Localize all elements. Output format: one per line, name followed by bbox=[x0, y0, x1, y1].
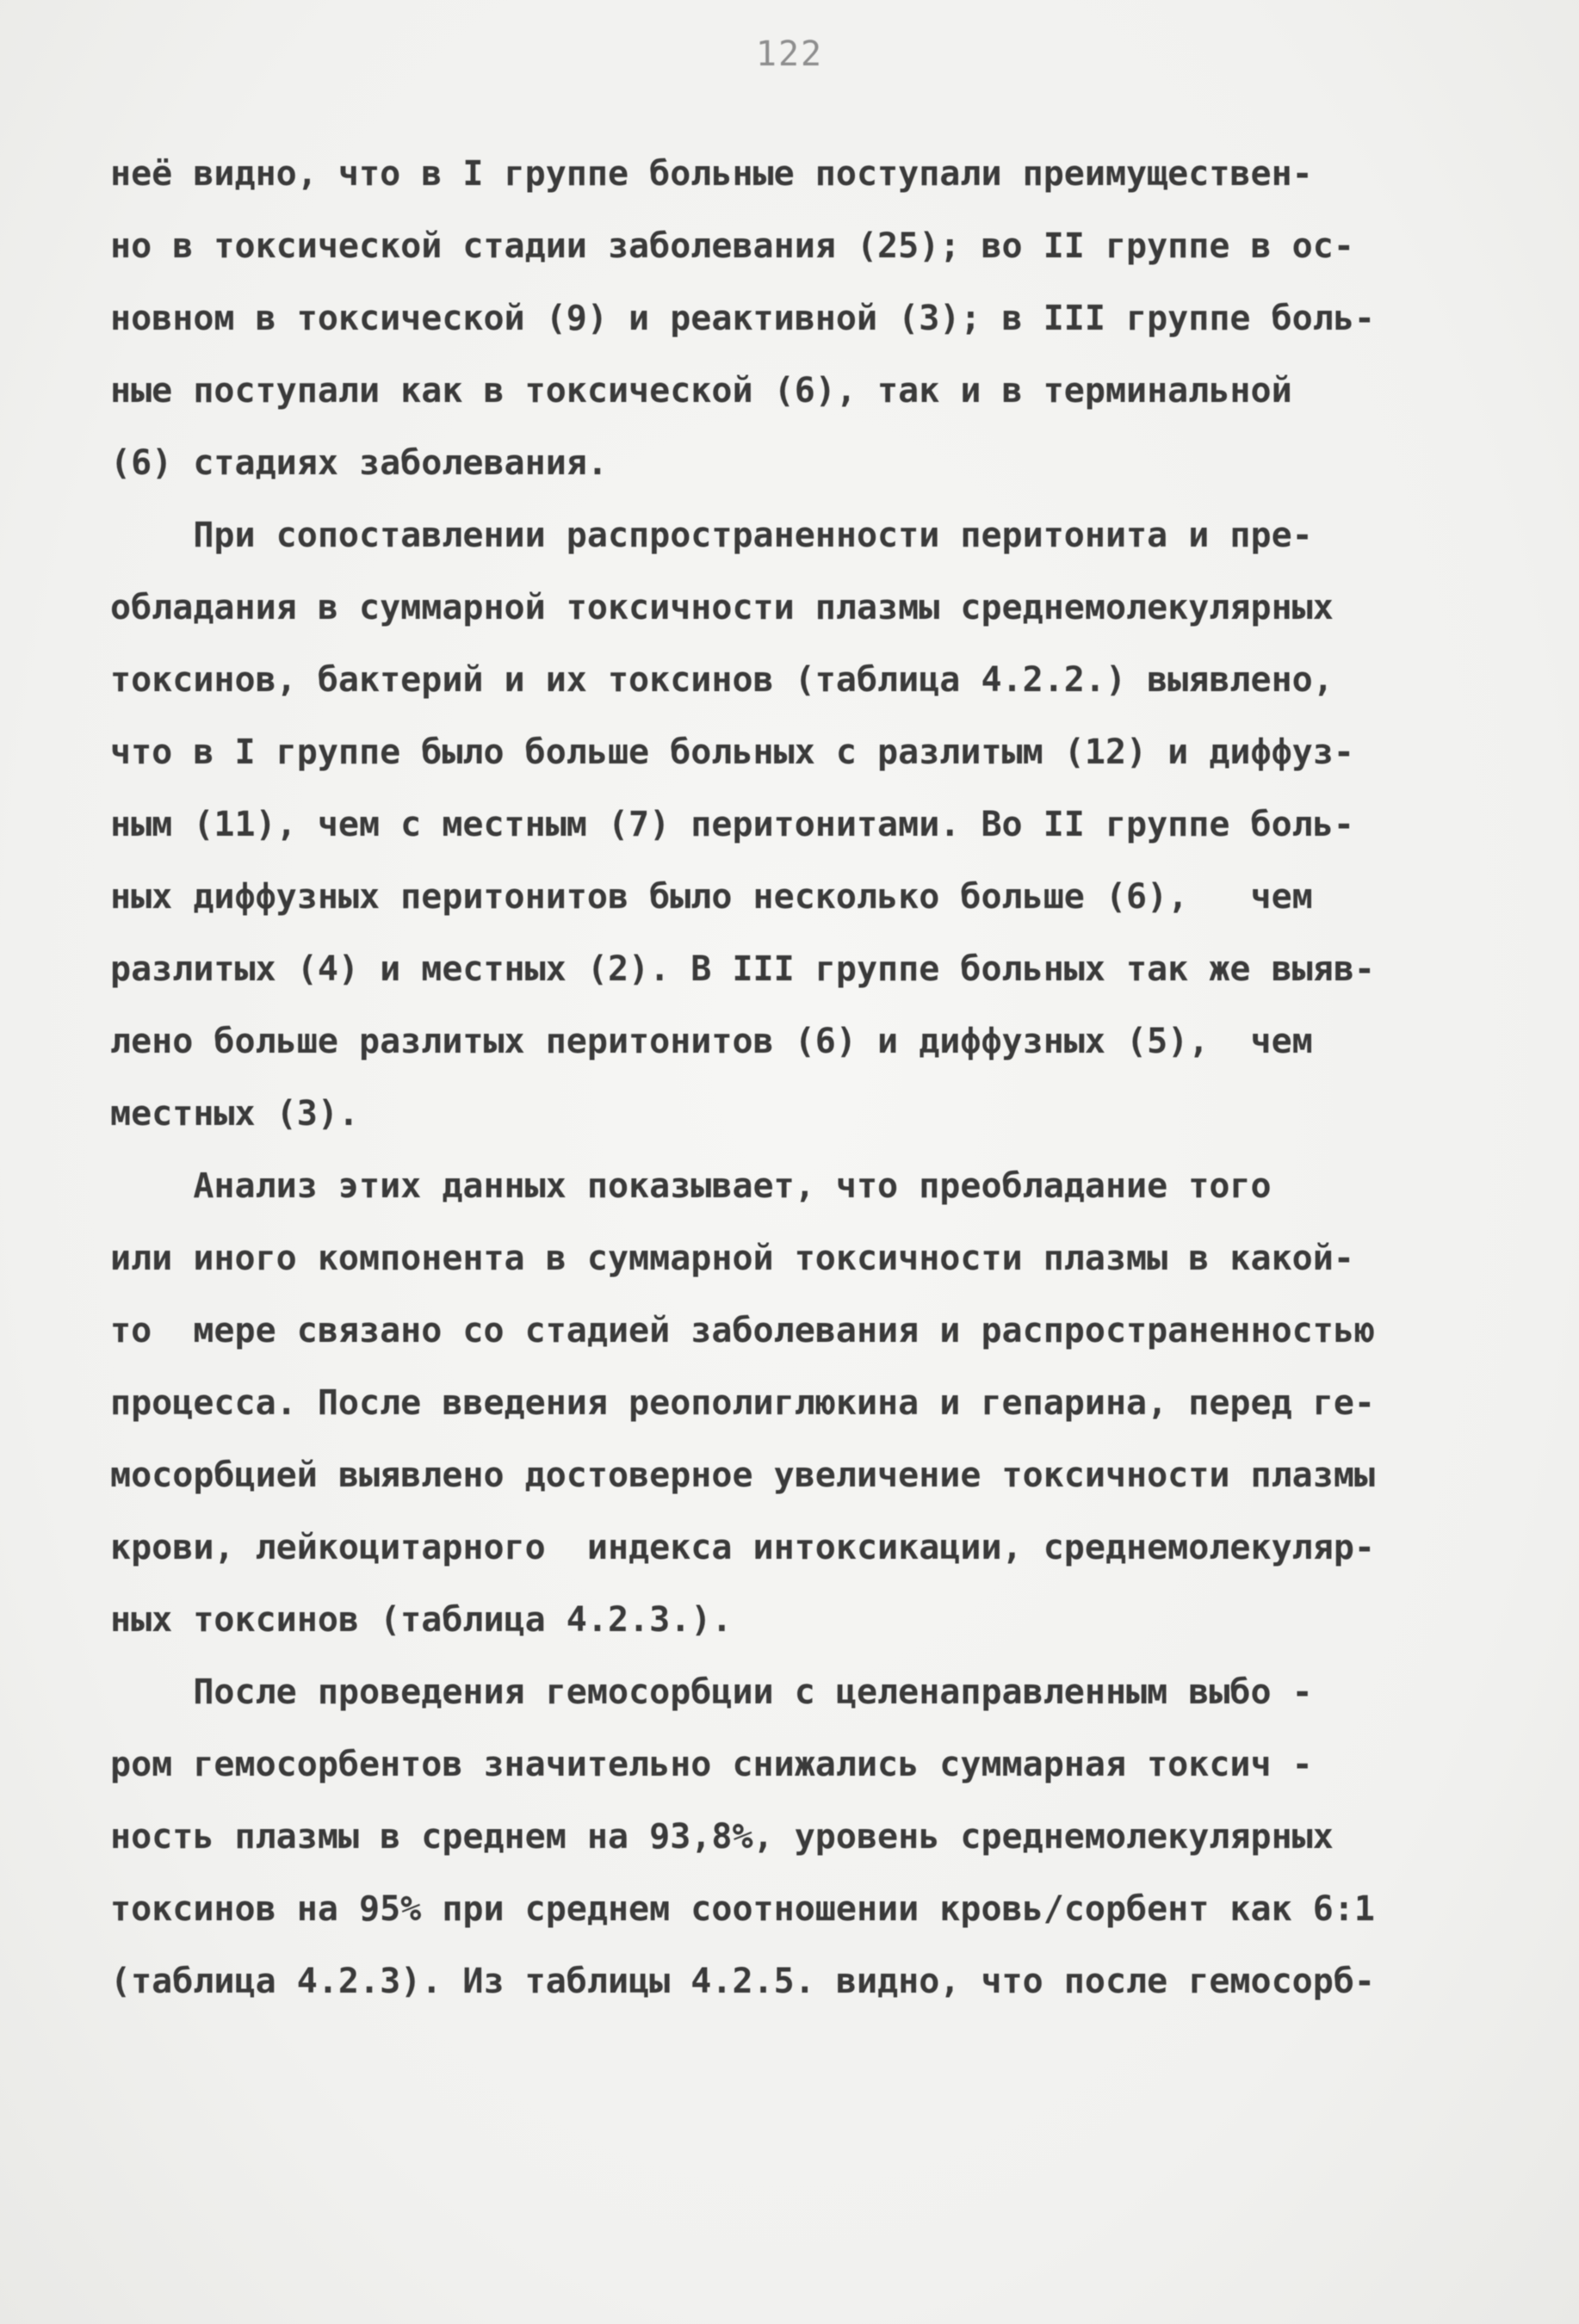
page-number: 122 bbox=[755, 34, 824, 74]
text-line: неё видно, что в I группе больные поступали преимуществен- bbox=[110, 154, 1313, 194]
text-line: или иного компонента в суммарной токсичности плазмы в какой- bbox=[110, 1239, 1354, 1278]
text-line: ных токсинов (таблица 4.2.3.). bbox=[110, 1600, 733, 1640]
text-line: что в I группе было больше больных с разлитым (12) и диффуз- bbox=[110, 732, 1354, 772]
text-line: ных диффузных перитонитов было несколько больше (6), чем bbox=[110, 877, 1313, 917]
text-line: токсинов, бактерий и их токсинов (таблица 4.2.2.) выявлено, bbox=[110, 660, 1334, 700]
text-line: но в токсической стадии заболевания (25); во II группе в ос- bbox=[110, 226, 1354, 266]
text-line: мосорбцией выявлено достоверное увеличение токсичности плазмы bbox=[110, 1456, 1376, 1495]
text-line: процесса. После введения реополиглюкина и гепарина, перед ге- bbox=[110, 1383, 1376, 1423]
text-line: ные поступали как в токсической (6), так и в терминальной bbox=[110, 371, 1292, 411]
text-line: ром гемосорбентов значительно снижались суммарная токсич - bbox=[110, 1745, 1313, 1784]
text-line: то мере связано со стадией заболевания и распространенностью bbox=[110, 1311, 1376, 1351]
text-line: Анализ этих данных показывает, что преобладание того bbox=[110, 1166, 1272, 1206]
text-line: После проведения гемосорбции с целенаправленным выбо - bbox=[110, 1672, 1313, 1712]
text-line: ным (11), чем с местным (7) перитонитами. Во II группе боль- bbox=[110, 805, 1354, 844]
text-line: разлитых (4) и местных (2). В III группе больных так же выяв- bbox=[110, 949, 1376, 989]
text-line: местных (3). bbox=[110, 1094, 359, 1134]
text-line: обладания в суммарной токсичности плазмы среднемолекулярных bbox=[110, 588, 1334, 627]
text-line: крови, лейкоцитарного индекса интоксикации, среднемолекуляр- bbox=[110, 1528, 1376, 1567]
text-line: токсинов на 95% при среднем соотношении кровь/сорбент как 6:1 bbox=[110, 1889, 1376, 1929]
text-line: (6) стадиях заболевания. bbox=[110, 443, 608, 483]
text-line: лено больше разлитых перитонитов (6) и диффузных (5), чем bbox=[110, 1022, 1313, 1061]
text-line: ность плазмы в среднем на 93,8%, уровень среднемолекулярных bbox=[110, 1817, 1334, 1857]
body-text bbox=[110, 138, 1471, 2018]
text-line: (таблица 4.2.3). Из таблицы 4.2.5. видно, что после гемосорб- bbox=[110, 1962, 1376, 2001]
text-line: новном в токсической (9) и реактивной (3); в III группе боль- bbox=[110, 299, 1376, 338]
text-line: При сопоставлении распространенности перитонита и пре- bbox=[110, 516, 1313, 555]
